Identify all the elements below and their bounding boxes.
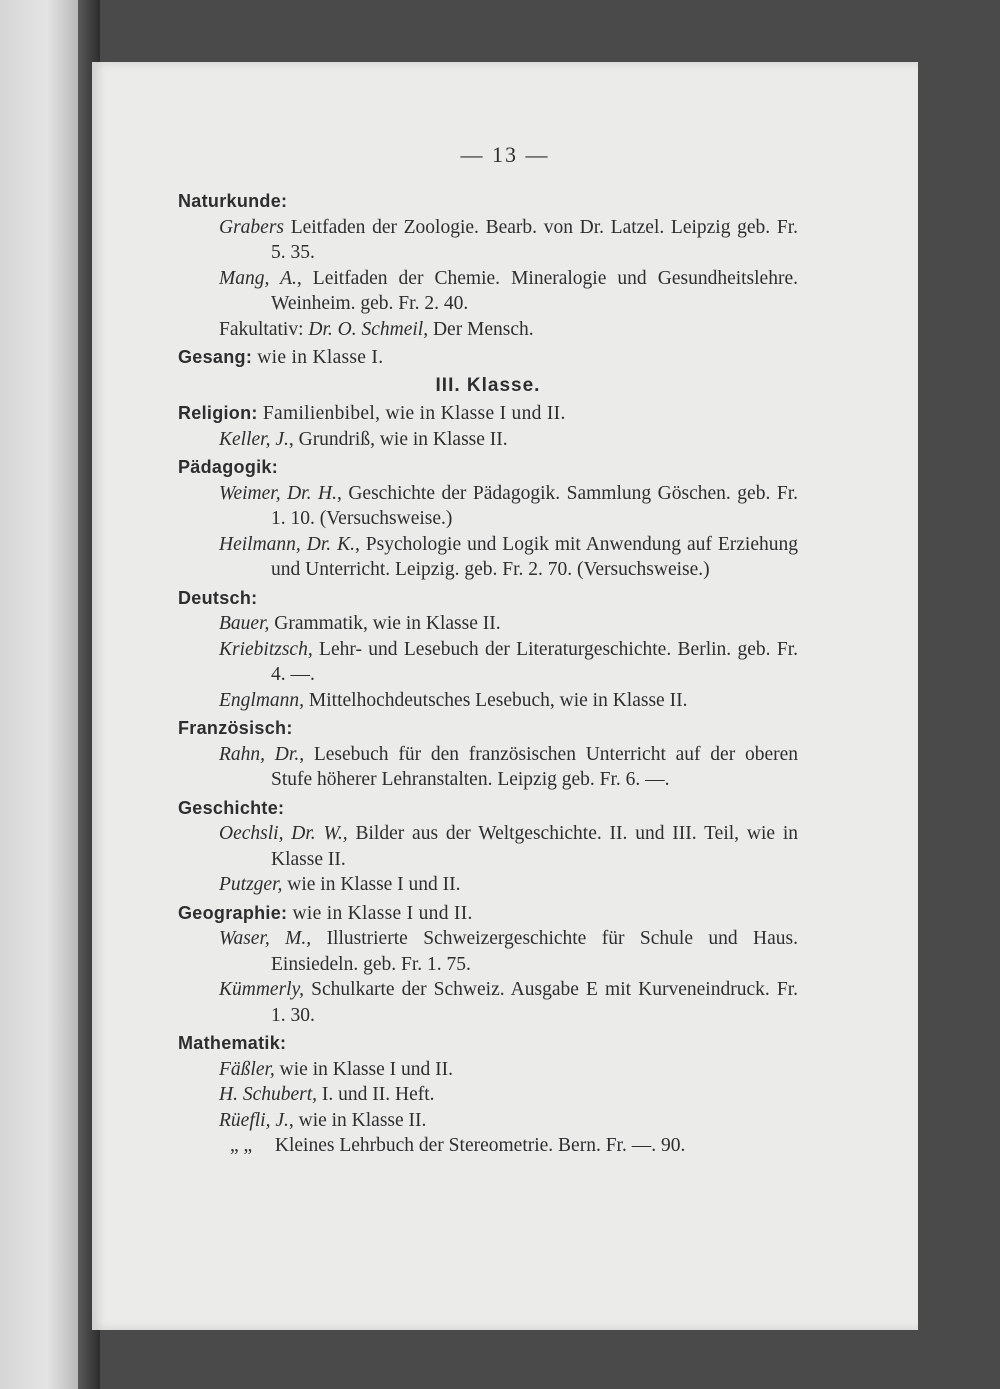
section-heading-geographie: Geographie: wie in Klasse I und II. — [178, 902, 473, 924]
list-item: Oechsli, Dr. W., Bilder aus der Weltgeschichte. II. und III. Teil, wie in Klasse II. — [219, 823, 798, 870]
list-item: Rüefli, J., wie in Klasse II. — [219, 1109, 427, 1131]
list-item: Mang, A., Leitfaden der Chemie. Mineralogie und Gesundheitslehre. Weinheim. geb. Fr. 2. 40. — [219, 267, 798, 314]
list-item: Keller, J., Grundriß, wie in Klasse II. — [219, 428, 508, 450]
book-page — [92, 62, 918, 1330]
section-heading-naturkunde: Naturkunde: — [178, 191, 288, 211]
list-item: H. Schubert, I. und II. Heft. — [219, 1084, 435, 1105]
list-item: Heilmann, Dr. K., Psychologie und Logik mit Anwendung auf Erziehung und Unterricht. Leipzig. geb. Fr. 2. 70. (Versuchsweise.) — [219, 533, 799, 580]
list-item: „ „ Kleines Lehrbuch der Stereometrie. Bern. Fr. —. 90. — [178, 1133, 798, 1159]
facing-page-edge — [0, 0, 78, 1389]
section-heading-geschichte: Geschichte: — [178, 797, 285, 818]
list-item: Waser, M., Illustrierte Schweizergeschichte für Schule und Haus. Einsiedeln. geb. Fr. 1. 75. — [219, 928, 798, 975]
list-item: Rahn, Dr., Lesebuch für den französischen Unterricht auf der oberen Stufe höherer Lehranstalten. Leipzig geb. Fr. 6. —. — [219, 743, 799, 790]
page-content — [178, 186, 798, 1159]
list-item: Kriebitzsch, Lehr- und Lesebuch der Literaturgeschichte. Berlin. geb. Fr. 4. —. — [219, 638, 798, 685]
list-item: Englmann, Mittelhochdeutsches Lesebuch, wie in Klasse II. — [219, 689, 688, 711]
section-heading-franzoesisch: Französisch: — [178, 718, 293, 738]
list-item: Kümmerly, Schulkarte der Schweiz. Ausgabe E mit Kurveneindruck. Fr. 1. 30. — [219, 979, 798, 1026]
section-heading-gesang: Gesang: wie in Klasse I. — [178, 347, 384, 368]
class-title: III. Klasse. — [435, 374, 541, 396]
section-heading-religion: Religion: Familienbibel, wie in Klasse I und II. — [178, 403, 566, 424]
section-heading-mathematik: Mathematik: — [178, 1033, 287, 1053]
list-item: Fäßler, wie in Klasse I und II. — [219, 1058, 453, 1080]
page-number: — 13 — — [460, 142, 550, 167]
section-heading-paedagogik: Pädagogik: — [178, 457, 279, 477]
ditto-marks: „ „ — [230, 1135, 253, 1156]
section-heading-deutsch: Deutsch: — [178, 587, 258, 608]
list-item: Fakultativ: Dr. O. Schmeil, Der Mensch. — [219, 318, 534, 340]
list-item: Weimer, Dr. H., Geschichte der Pädagogik. Sammlung Göschen. geb. Fr. 1. 10. (Versuchsweise.) — [219, 482, 798, 529]
list-item: Putzger, wie in Klasse I und II. — [219, 874, 461, 895]
list-item: Bauer, Grammatik, wie in Klasse II. — [219, 613, 501, 634]
list-item: Grabers Leitfaden der Zoologie. Bearb. von Dr. Latzel. Leipzig geb. Fr. 5. 35. — [219, 216, 798, 263]
